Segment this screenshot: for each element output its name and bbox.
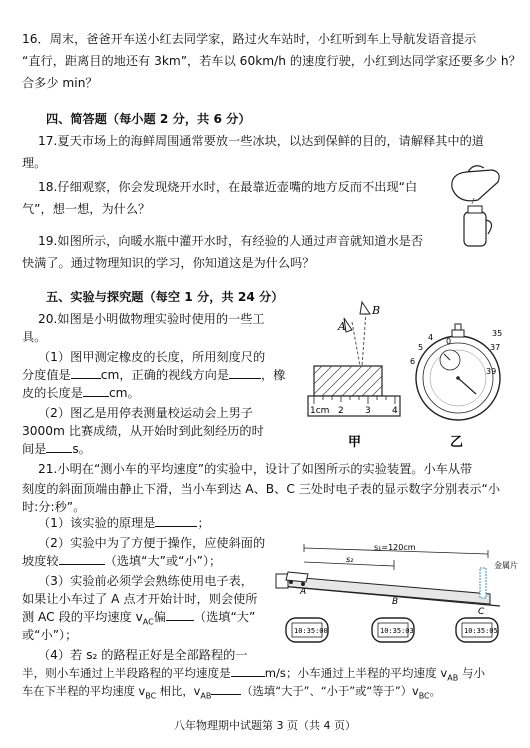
section5-title: 五、实验与探究题（每空 1 分，共 24 分） [46, 290, 284, 304]
q21-p3a: （3）实验前必须学会熟练使用电子表， [38, 574, 253, 588]
page-footer: 八年物理期中试题第 3 页（共 4 页） [174, 719, 356, 732]
q21-p1: （1）该实验的原理是 ； [38, 516, 210, 530]
clock-a-time: 10:35:00 [294, 627, 328, 635]
q20-p1b: 分度值是 cm，正确的视线方向是 ，橡 [22, 368, 286, 382]
clock-b-time: 10:35:03 [380, 627, 414, 635]
answer-blank [59, 552, 105, 565]
q17-line1: 17.夏天市场上的海鲜周围通常要放一些冰块，以达到保鲜的目的，请解释其中的道 [38, 134, 484, 148]
q21-p2a: （2）实验中为了方便于操作，应使斜面的 [38, 536, 266, 550]
ruler-tick-label: 4 [392, 406, 398, 416]
dial-number: 6 [410, 357, 416, 366]
ruler-tick-label: 3 [365, 406, 371, 416]
q21-line2: 刻度的斜面顶端由静止下滑，当小车到达 A、B、C 三处时电子表的显示数字分别表示“小 [22, 482, 501, 496]
q21-p3c: 测 AC 段的平均速度 $v_{AC}$偏 （选填“大” [22, 610, 256, 627]
q18-line2: 气”，想一想，为什么？ [22, 202, 151, 216]
answer-blank [211, 682, 241, 695]
answer-blank [46, 440, 72, 453]
q20-p2b: 3000m 比赛成绩，从开始时到此刻经历的时 [22, 424, 264, 438]
dial-number: 37 [490, 343, 501, 352]
q21-line1: 21.小明在“测小车的平均速度”的实验中，设计了如图所示的实验装置。小车从带 [38, 462, 473, 476]
dial-number: 4 [428, 333, 434, 342]
dial-number: 35 [492, 329, 503, 338]
section4-title: 四、简答题（每小题 2 分，共 6 分） [46, 112, 251, 126]
q16-line1: 16．周末，爸爸开车送小红去同学家，路过火车站时，小红听到车上导航发语音提示 [22, 32, 477, 46]
answer-blank [71, 366, 101, 379]
q19-line2: 快满了。通过物理知识的学习，你知道这是为什么吗？ [22, 256, 315, 270]
ruler-tick-label: 1cm [310, 406, 330, 416]
point-a-label: A [300, 587, 307, 597]
q20-line2: 具。 [22, 330, 47, 344]
view-a-label: A [338, 320, 346, 333]
q21-line3: 时:分:秒”。 [22, 500, 86, 514]
q17-line2: 理。 [22, 156, 47, 170]
q21-p3b: 如果让小车过了 A 点才开始计时，则会使所 [22, 592, 258, 606]
q19-line1: 19.如图所示，向暖水瓶中灌开水时，有经验的人通过声音就知道水是否 [38, 234, 424, 248]
dial-number: 39 [486, 367, 497, 376]
q18-line1: 18.仔细观察，你会发现烧开水时，在最靠近壶嘴的地方反而不出现“白 [38, 180, 418, 194]
figure-label-yi: 乙 [450, 435, 464, 450]
q21-p2b: 坡度较 （选填“大”或“小”）； [22, 554, 222, 568]
q21-p4a: （4）若 s₂ 的路程正好是全部路程的一 [38, 648, 248, 662]
figure-label-jia: 甲 [348, 435, 362, 450]
s2-label: s₂ [346, 555, 354, 564]
clock-c-time: 10:35:05 [464, 627, 498, 635]
view-b-label: B [372, 304, 381, 317]
q21-p4c: 车在下半程的平均速度 $v_{BC}$ 相比，$v_{AB}$ （选填“大于”、“小于”或“等于$”)v_{BC}$。 [22, 682, 512, 705]
answer-blank [83, 384, 109, 397]
metal-sheet-label: 金属片 [494, 561, 518, 570]
s1-label: s₁=120cm [374, 543, 416, 552]
q20-p1c: 皮的长度是 cm。 [22, 386, 140, 400]
answer-blank [155, 514, 197, 527]
figure-20 [300, 294, 512, 458]
point-b-label: B [392, 597, 399, 607]
answer-blank [231, 664, 265, 677]
answer-blank [229, 366, 261, 379]
q20-p2a: （2）图乙是用停表测量校运动会上男子 [38, 406, 253, 420]
q20-p1a: （1）图甲测定橡皮的长度，所用刻度尺的 [38, 350, 266, 364]
ruler-tick-label: 2 [338, 406, 344, 416]
q20-line1: 20.如图是小明做物理实验时使用的一些工 [38, 312, 265, 326]
answer-blank [166, 608, 194, 621]
q16-line3: 合多少 min？ [22, 76, 98, 90]
q21-p3d: 或“小”）； [22, 628, 78, 642]
q16-line2: “直行，距离目的地还有 3km”，若车以 60km/h 的速度行驶，小红到达同学家还要多少 h？ [22, 54, 521, 68]
dial-number: 0 [446, 337, 452, 346]
point-c-label: C [478, 607, 485, 617]
figure-21-incline [274, 528, 520, 648]
dial-number: 5 [418, 343, 424, 352]
q21-p4b: 半，则小车通过上半段路程的平均速度是 m/s；小车通过上半程的平均速度 $v_{AB}$ 与小 [22, 666, 486, 683]
q20-p2c: 间是 s。 [22, 442, 91, 456]
